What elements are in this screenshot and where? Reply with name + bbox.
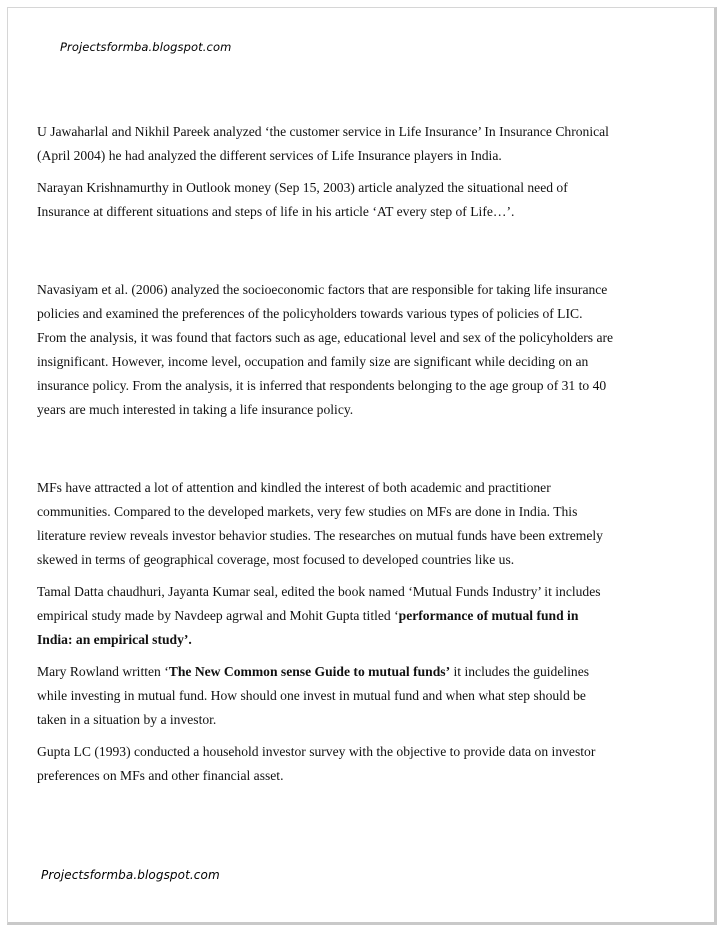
text-line — [37, 604, 677, 628]
text-line: communities. Compared to the developed markets, very few studies on MFs are done in India. This — [37, 504, 578, 519]
paragraph-gupta — [37, 740, 677, 788]
text-line: preferences on MFs and other financial asset. — [37, 768, 284, 783]
text-segment: Mary Rowland written ‘ — [37, 664, 169, 679]
text-line: policies and examined the preferences of the policyholders towards various types of policies of LIC. — [37, 306, 583, 321]
bold-title: The New Common sense Guide to mutual funds’ — [168, 664, 451, 679]
text-line: insurance policy. From the analysis, it is inferred that respondents belonging to the age group of 31 to 40 — [37, 378, 607, 393]
text-line: insignificant. However, income level, occupation and family size are significant while deciding on an — [37, 354, 589, 369]
text-line: Narayan Krishnamurthy in Outlook money (Sep 15, 2003) article analyzed the situational need of — [37, 180, 568, 195]
paragraph-datta-chaudhuri — [37, 580, 677, 652]
text-line: literature review reveals investor behavior studies. The researches on mutual funds have been extremely — [37, 528, 603, 543]
text-segment: empirical study made by Navdeep agrwal and Mohit Gupta titled ‘ — [37, 608, 399, 623]
text-line: (April 2004) he had analyzed the different services of Life Insurance players in India. — [37, 148, 502, 163]
text-line — [37, 660, 677, 684]
text-line: taken in a situation by a investor. — [37, 712, 217, 727]
document-body — [37, 120, 677, 788]
text-segment: it includes the guidelines — [450, 664, 590, 679]
text-line: From the analysis, it was found that factors such as age, educational level and sex of the policyholders are — [37, 330, 614, 345]
text-line: Navasiyam et al. (2006) analyzed the socioeconomic factors that are responsible for taking life insurance — [37, 282, 608, 297]
text-line: skewed in terms of geographical coverage, most focused to developed countries like us. — [37, 552, 515, 567]
text-line: years are much interested in taking a life insurance policy. — [37, 402, 354, 417]
bold-title: performance of mutual fund in — [398, 608, 579, 623]
text-line: Insurance at different situations and steps of life in his article ‘AT every step of Life…’. — [37, 204, 515, 219]
paragraph-mfs-literature — [37, 476, 677, 572]
text-line: Gupta LC (1993) conducted a household investor survey with the objective to provide data on investor — [37, 744, 596, 759]
text-line: U Jawaharlal and Nikhil Pareek analyzed ‘the customer service in Life Insurance’ In Insurance Chronical — [37, 124, 609, 139]
bold-title: India: an empirical study’. — [37, 632, 192, 647]
text-line: while investing in mutual fund. How should one invest in mutual fund and when what step should be — [37, 688, 586, 703]
text-line: Tamal Datta chaudhuri, Jayanta Kumar seal, edited the book named ‘Mutual Funds Industry’ it includes — [37, 584, 601, 599]
text-line: MFs have attracted a lot of attention and kindled the interest of both academic and practitioner — [37, 480, 551, 495]
header-blog-url[interactable]: Projectsformba.blogspot.com — [60, 40, 232, 54]
paragraph-rowland — [37, 660, 677, 732]
text-line — [37, 628, 677, 652]
footer-blog-url[interactable]: Projectsformba.blogspot.com — [41, 868, 220, 882]
paragraph-navasiyam — [37, 278, 677, 422]
paragraph-jawaharlal — [37, 120, 677, 168]
paragraph-krishnamurthy — [37, 176, 677, 224]
